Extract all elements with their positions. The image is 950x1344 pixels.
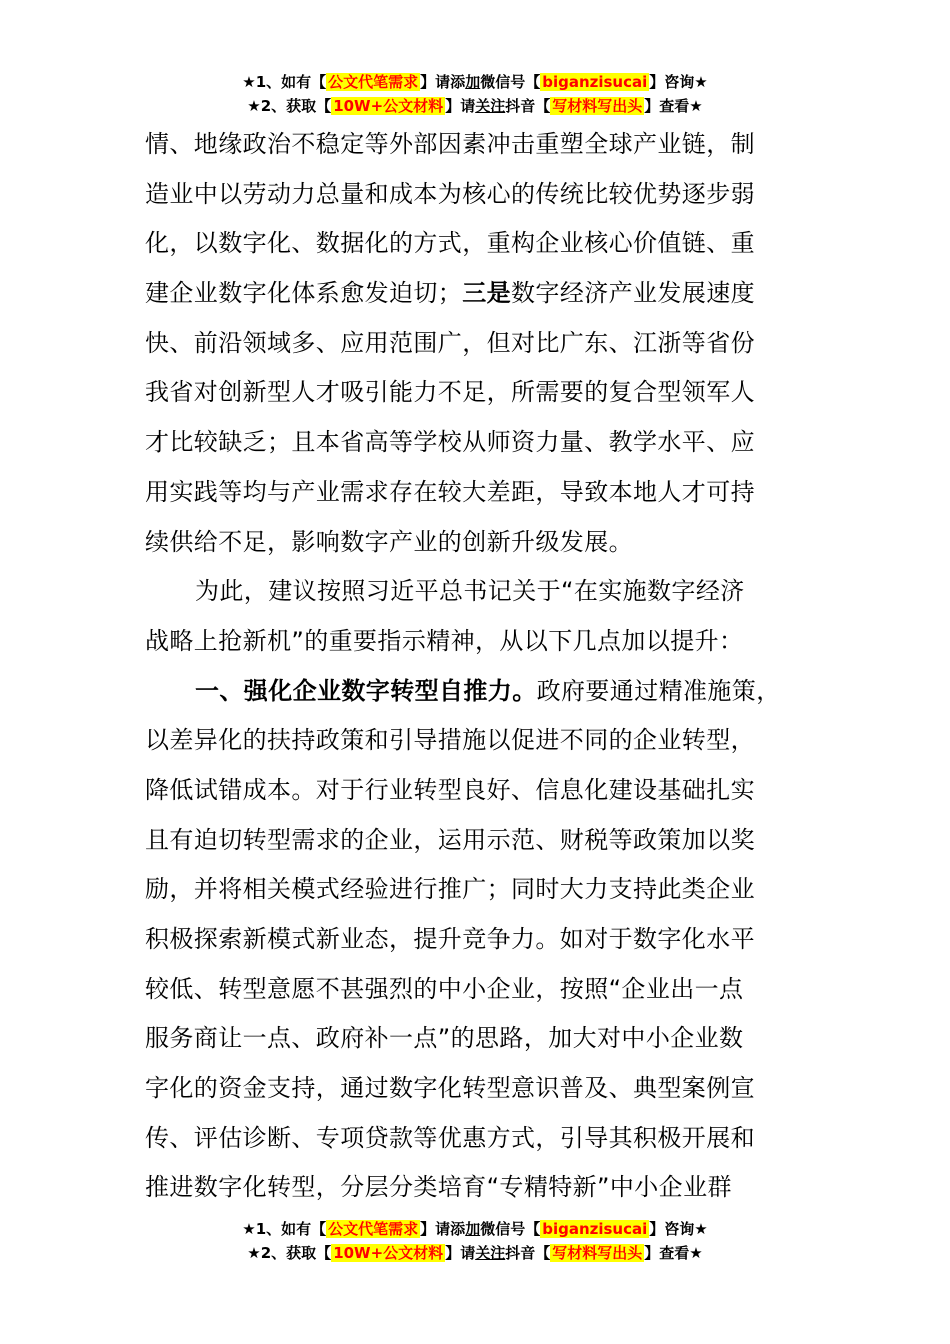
text-line: 且有迫切转型需求的企业，运用示范、财税等政策加以奖 (145, 825, 755, 854)
banner-highlight: 10W+公文材料 (333, 1244, 444, 1262)
text-line: 以差异化的扶持政策和引导措施以促进不同的企业转型， (145, 726, 755, 755)
banner-text: 】请 (445, 97, 476, 115)
banner-text: 抖音【 (505, 97, 551, 115)
banner-text: ★2、获取【 (247, 97, 332, 115)
banner-text: 】请添 (420, 1220, 466, 1238)
banner-highlight: 公文代笔需求 (328, 1220, 419, 1238)
banner-text: ★1、如有【 (242, 73, 327, 91)
banner-underlined: 加 (465, 73, 481, 91)
banner-text: 抖音【 (505, 1244, 551, 1262)
text-line: 励，并将相关模式经验进行推广；同时大力支持此类企业 (145, 875, 755, 904)
banner-line-1 (0, 1217, 950, 1241)
text-line (145, 269, 835, 319)
banner-text: 】查看★ (644, 1244, 703, 1262)
text-line: 才比较缺乏；且本省高等学校从师资力量、教学水平、应 (145, 428, 755, 457)
banner-text: ★1、如有【 (242, 1220, 327, 1238)
section-heading-line (145, 667, 835, 717)
banner-highlight: biganzisucai (542, 73, 648, 91)
text-line: 积极探索新模式新业态，提升竞争力。如对于数字化水平 (145, 925, 755, 953)
banner-text: 】请添 (420, 73, 466, 91)
banner-highlight: 10W+公文材料 (333, 97, 444, 115)
banner-highlight: biganzisucai (542, 1220, 648, 1238)
text-line: 传、评估诊断、专项贷款等优惠方式，引导其积极开展和 (145, 1123, 755, 1152)
text-line: 续供给不足，影响数字产业的创新升级发展。 (145, 527, 633, 556)
text-line: 推进数字化转型，分层分类培育“专精特新”中小企业群 (145, 1173, 732, 1202)
banner-text: 】查看★ (644, 97, 703, 115)
header-banner (0, 70, 950, 118)
banner-text: 】请 (445, 1244, 476, 1262)
banner-text: 】咨询★ (649, 1220, 708, 1238)
text-line: 较低、转型意愿不甚强烈的中小企业，按照“企业出一点 (145, 974, 744, 1003)
text-line: 造业中以劳动力总量和成本为核心的传统比较优势逐步弱 (145, 179, 755, 208)
banner-line-2 (0, 1241, 950, 1265)
banner-underlined: 关注 (475, 97, 506, 115)
text-line: 为此，建议按照习近平总书记关于“在实施数字经济 (195, 577, 745, 606)
section-heading: 一、强化企业数字转型自推力。 (195, 676, 537, 705)
banner-highlight: 写材料写出头 (552, 1244, 643, 1262)
text-span: 政府要通过精准施策， (536, 676, 781, 705)
text-line: 用实践等均与产业需求存在较大差距，导致本地人才可持 (145, 477, 755, 506)
text-line: 字化的资金支持，通过数字化转型意识普及、典型案例宣 (145, 1074, 755, 1103)
bold-keyword: 三是 (462, 279, 512, 308)
text-line: 快、前沿领域多、应用范围广，但对比广东、江浙等省份 (145, 328, 755, 357)
banner-underlined: 关注 (475, 1244, 506, 1262)
banner-text: 】咨询★ (649, 73, 708, 91)
text-line: 服务商让一点、政府补一点”的思路，加大对中小企业数 (145, 1024, 744, 1053)
text-span: 数字经济产业发展速度 (511, 279, 756, 308)
text-line: 情、地缘政治不稳定等外部因素冲击重塑全球产业链，制 (145, 130, 755, 158)
banner-text: 微信号【 (480, 73, 541, 91)
document-body (145, 120, 835, 1213)
banner-line-2 (0, 94, 950, 118)
banner-highlight: 写材料写出头 (552, 97, 643, 115)
banner-highlight: 公文代笔需求 (328, 73, 419, 91)
footer-banner (0, 1217, 950, 1265)
text-line: 战略上抢新机”的重要指示精神，从以下几点加以提升： (145, 626, 744, 655)
banner-text: 微信号【 (480, 1220, 541, 1238)
banner-line-1 (0, 70, 950, 94)
banner-underlined: 加 (465, 1220, 481, 1238)
text-span: 建企业数字化体系愈发迫切； (145, 279, 463, 308)
text-line: 我省对创新型人才吸引能力不足，所需要的复合型领军人 (145, 378, 755, 407)
banner-text: ★2、获取【 (247, 1244, 332, 1262)
text-line: 化，以数字化、数据化的方式，重构企业核心价值链、重 (145, 229, 755, 258)
text-line: 降低试错成本。对于行业转型良好、信息化建设基础扎实 (145, 775, 755, 804)
